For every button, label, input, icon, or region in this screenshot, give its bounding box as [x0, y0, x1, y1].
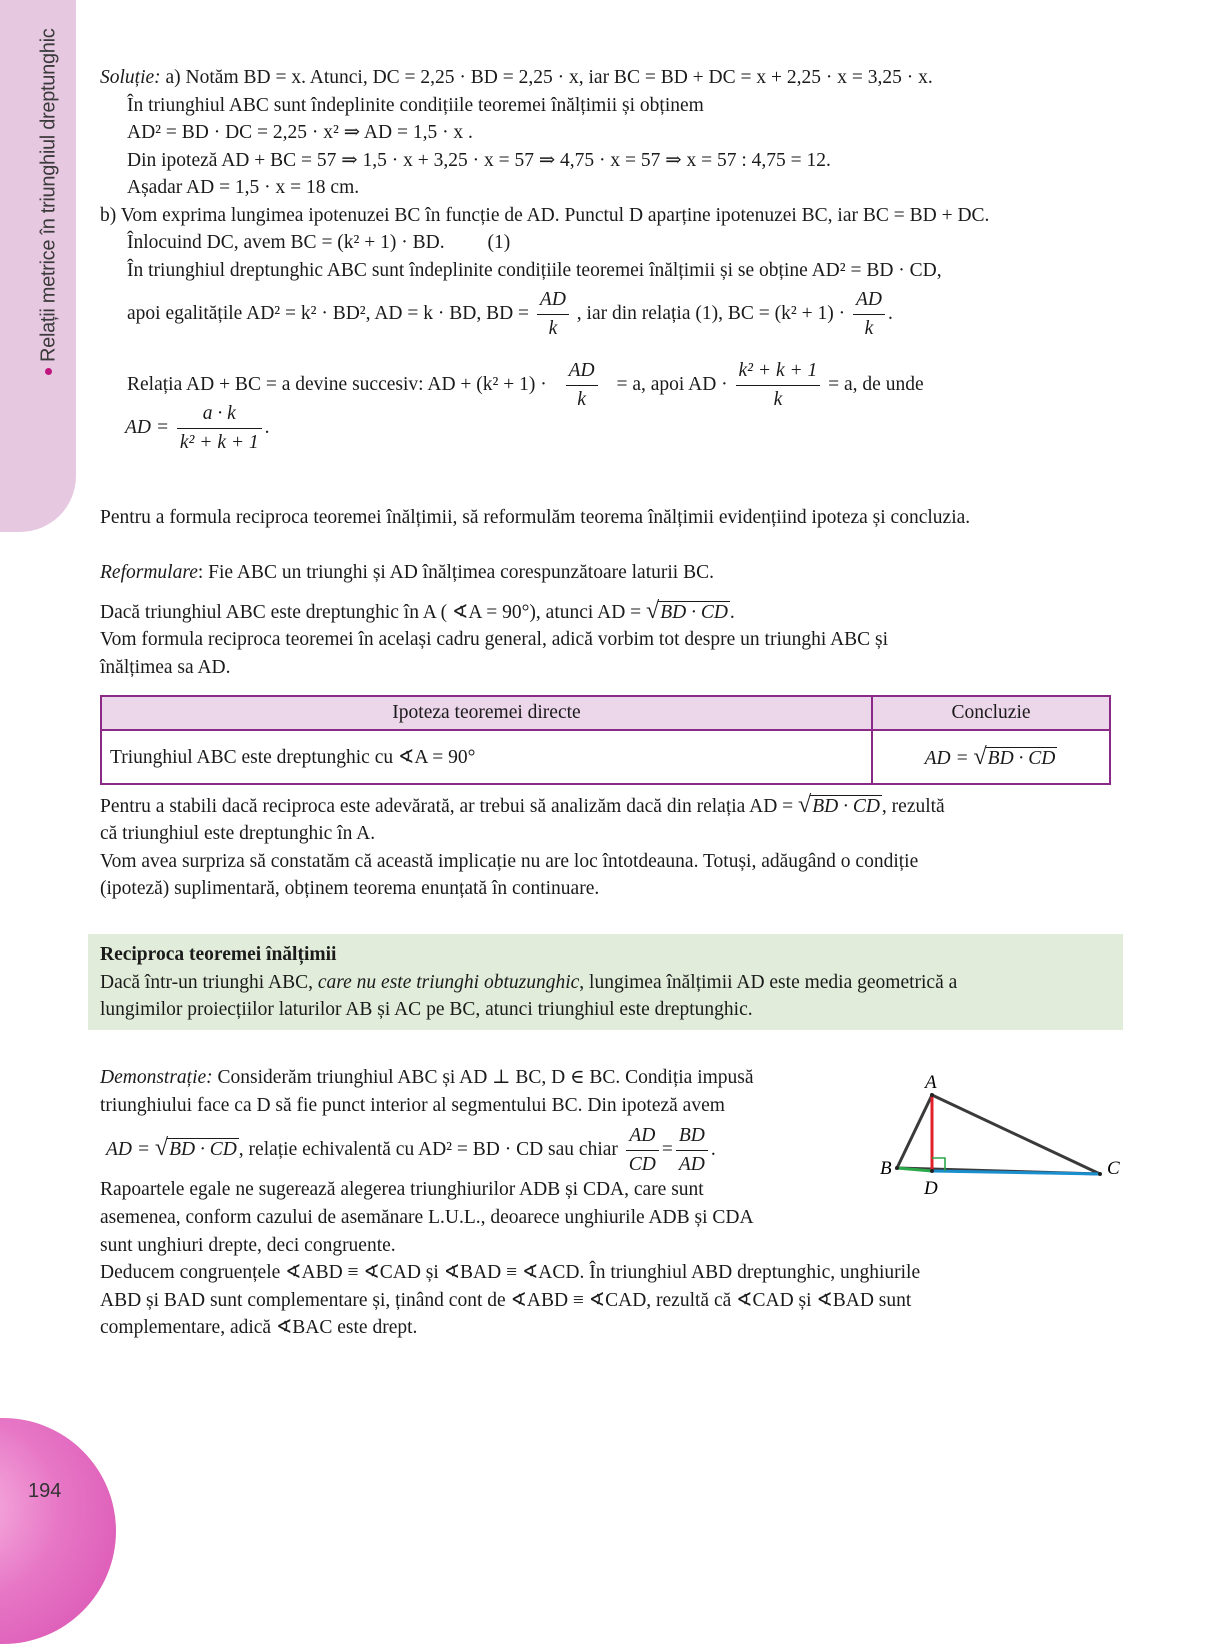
fraction-denominator: k² + k + 1: [179, 432, 259, 453]
table-header-row: [101, 696, 1110, 730]
fraction-numerator: AD: [853, 286, 885, 315]
sqrt-icon: √: [798, 792, 812, 818]
solution-b-line4-text-a: apoi egalitățile AD² = k² · BD², AD = k · BD, BD =: [127, 302, 530, 324]
solution-b-line5-text-c: = a, de unde: [828, 373, 924, 395]
theorem-line2: lungimilor proiecțiilor laturilor AB și AC pe BC, atunci triunghiul este dreptunghic.: [100, 999, 753, 1020]
analysis-line2: că triunghiul este dreptunghic în A.: [100, 823, 376, 844]
analysis-line1-text-b: , rezultă: [881, 796, 945, 817]
sqrt-icon: √: [973, 743, 987, 770]
analysis-sqrt: BD · CD: [812, 796, 880, 817]
page-corner-decoration: [0, 1418, 116, 1644]
solution-b-line2-text: Înlocuind DC, avem BC = (k² + 1) · BD.: [127, 232, 445, 253]
solution-b-line3: În triunghiul dreptunghic ABC sunt îndeplinite condițiile teoremei înălțimii și se obține AD² = BD · CD,: [127, 260, 942, 281]
proof-label: Demonstrație:: [100, 1067, 213, 1088]
theorem-title: Reciproca teoremei înălțimii: [100, 944, 337, 965]
sqrt-icon: √: [154, 1134, 169, 1161]
reform-line3: Vom formula reciproca teoremei în același cadru general, adică vorbim tot despre un triunghi ABC și: [100, 629, 889, 650]
proof-line4: Rapoartele egale ne sugerează alegerea triunghiurilor ADB și CDA, care sunt: [100, 1179, 704, 1200]
point-c: [1098, 1172, 1102, 1176]
fraction-numerator: AD: [566, 357, 598, 386]
label-c: C: [1107, 1158, 1120, 1179]
proof-sqrt: BD · CD: [169, 1138, 237, 1160]
reform-label: Reformulare: [100, 562, 198, 583]
solution-b-line4: apoi egalitățile AD² = k² · BD², AD = k · BD, BD = $\frac{AD}{k}$ , iar din relația (1), BC = (k² + 1) · $\frac{AD}{k}$ .: [127, 286, 893, 343]
fraction-ad-over-k-3: [566, 357, 598, 414]
point-b: [895, 1166, 899, 1170]
label-a: A: [925, 1072, 937, 1093]
proof-line9: complementare, adică ∢BAC este drept.: [100, 1317, 418, 1338]
fraction-denominator: k: [577, 389, 586, 410]
reform-text: : Fie ABC un triunghi și AD înălțimea corespunzătoare laturii BC.: [197, 562, 714, 583]
solution-a-line2: În triunghiul ABC sunt îndeplinite condițiile teoremei înălțimii și obținem: [127, 95, 704, 116]
fraction-ad-over-k-2: [853, 286, 885, 343]
fraction-numerator: a · k: [177, 400, 262, 429]
reform-line2: Dacă triunghiul ABC este dreptunghic în A ( ∢A = 90°), atunci AD = √BD · CD .: [100, 598, 735, 624]
proof-line3: AD = √BD · CD , relație echivalentă cu AD² = BD · CD sau chiar $\frac{AD}{CD}$ = $\frac{BD}{AD}$ .: [106, 1122, 716, 1179]
theorem-line1: [100, 971, 957, 995]
analysis-line1: [100, 793, 945, 819]
solution-a-line3: AD² = BD · DC = 2,25 · x² ⇒ AD = 1,5 · x .: [127, 122, 473, 143]
reform-line4: înălțimea sa AD.: [100, 657, 231, 678]
table-header-hypothesis: Ipoteza teoremei directe: [101, 696, 872, 730]
fraction-numerator: BD: [676, 1122, 708, 1151]
page-number: 194: [28, 1480, 62, 1502]
theorem-line1-text-b: , lungimea înălțimii AD este media geometrică a: [579, 972, 958, 993]
fraction-denominator: CD: [628, 1154, 656, 1175]
fraction-numerator: AD: [537, 286, 569, 315]
analysis-line4: (ipoteză) suplimentară, obținem teorema enunțată în continuare.: [100, 878, 600, 899]
solution-a-line4: Din ipoteză AD + BC = 57 ⇒ 1,5 · x + 3,25 · x = 57 ⇒ 4,75 · x = 57 ⇒ x = 57 : 4,75 = 12.: [127, 150, 831, 171]
proof-line8: ABD și BAD sunt complementare și, ținând cont de ∢ABD ≡ ∢CAD, rezultă că ∢CAD și ∢BAD sunt: [100, 1290, 912, 1311]
solution-b-line6-lhs: AD =: [125, 416, 170, 438]
label-b: B: [880, 1158, 892, 1179]
theorem-line1-text-a: Dacă într-un triunghi ABC,: [100, 972, 313, 993]
solution-b-line6: AD = $\frac{a \cdot k}{\text{k² + k + 1}}$ .: [125, 400, 270, 457]
proof-line1-text: Considerăm triunghiul ABC și AD ⊥ BC, D ∈ BC. Condiția impusă: [217, 1067, 754, 1088]
proof-line3-lhs: AD =: [106, 1138, 151, 1160]
reform-line1: [100, 561, 714, 585]
table-row: [101, 730, 1110, 784]
solution-label: Soluție:: [100, 67, 161, 88]
conclusion-sqrt: BD · CD: [987, 747, 1056, 769]
fraction-ak-over-poly: [177, 400, 262, 457]
label-d: D: [924, 1178, 938, 1199]
segment-dc: [932, 1171, 1100, 1174]
fraction-numerator: k² + k + 1: [736, 357, 821, 386]
intro-paragraph: Pentru a formula reciproca teoremei înălțimii, să reformulăm teorema înălțimii evidențiind ipoteza și concluzia.: [100, 507, 971, 528]
fraction-ad-over-k: [537, 286, 569, 343]
solution-a-line5: Așadar AD = 1,5 · x = 18 cm.: [127, 177, 360, 198]
point-d: [930, 1169, 934, 1173]
chapter-title-text: Relații metrice în triunghiul dreptunghic: [37, 28, 60, 362]
fraction-denominator: k: [864, 318, 874, 339]
analysis-line1-text: Pentru a stabili dacă reciproca este adevărată, ar trebui să analizăm dacă din relația AD =: [100, 796, 794, 817]
proof-line7: Deducem congruențele ∢ABD ≡ ∢CAD și ∢BAD ≡ ∢ACD. În triunghiul ABD dreptunghic, unghiurile: [100, 1262, 921, 1283]
theorem-line1-emphasis: care nu este triunghi obtuzunghic: [317, 972, 580, 993]
proof-line5: asemenea, conform cazului de asemănare L.U.L., deoarece unghiurile ADB și CDA: [100, 1207, 754, 1228]
table-cell-hypothesis: Triunghiul ABC este dreptunghic cu ∢A = 90°: [101, 730, 872, 784]
point-a: [930, 1093, 934, 1097]
fraction-numerator: AD: [626, 1122, 659, 1151]
solution-b-line4-text-b: , iar din relația (1), BC = (k² + 1) ·: [576, 302, 846, 324]
equation-tag-1: (1): [487, 232, 511, 253]
table-header-conclusion: Concluzie: [872, 696, 1110, 730]
sqrt-icon: √: [646, 598, 660, 624]
fraction-denominator: k: [548, 318, 558, 339]
chapter-title: [37, 20, 61, 375]
solution-b-line2: [127, 231, 510, 255]
triangle-figure: [870, 1068, 1140, 1208]
fraction-ad-over-cd: [626, 1122, 659, 1179]
proof-line2: triunghiului face ca D să fie punct interior al segmentului BC. Din ipoteză avem: [100, 1095, 725, 1116]
fraction-denominator: k: [773, 389, 783, 410]
fraction-bd-over-ad: [676, 1122, 708, 1179]
proof-line6: sunt unghiuri drepte, deci congruente.: [100, 1235, 396, 1256]
proof-line3-text: , relație echivalentă cu AD² = BD · CD sau chiar: [238, 1138, 618, 1160]
solution-a-text1: a) Notăm BD = x. Atunci, DC = 2,25 · BD = 2,25 · x, iar BC = BD + DC = x + 2,25 · x = 3,25 · x.: [165, 67, 933, 88]
fraction-k-poly-over-k: [736, 357, 821, 414]
solution-b-line5-text-b: = a, apoi AD ·: [616, 373, 728, 395]
analysis-line3: Vom avea surpriza să constatăm că această implicație nu are loc întotdeauna. Totuși, adăugând o condiție: [100, 851, 919, 872]
triangle-abc: [897, 1095, 1100, 1174]
reform-sqrt: BD · CD: [660, 602, 728, 623]
solution-b-line5-text-a: Relația AD + BC = a devine succesiv: AD + (k² + 1) ·: [127, 373, 547, 395]
conclusion-lhs: AD =: [924, 747, 969, 769]
bullet-dot-icon: [46, 368, 53, 375]
solution-b-line1: b) Vom exprima lungimea ipotenuzei BC în funcție de AD. Punctul D aparține ipotenuzei BC, iar BC = BD + DC.: [100, 205, 990, 226]
proof-line1: [100, 1066, 754, 1090]
solution-a-line1: [100, 66, 933, 90]
table-cell-conclusion: [872, 730, 1110, 784]
fraction-denominator: AD: [678, 1154, 705, 1175]
hypothesis-table: [100, 695, 1111, 785]
reform-line2-text: Dacă triunghiul ABC este dreptunghic în A ( ∢A = 90°), atunci AD =: [100, 602, 642, 623]
